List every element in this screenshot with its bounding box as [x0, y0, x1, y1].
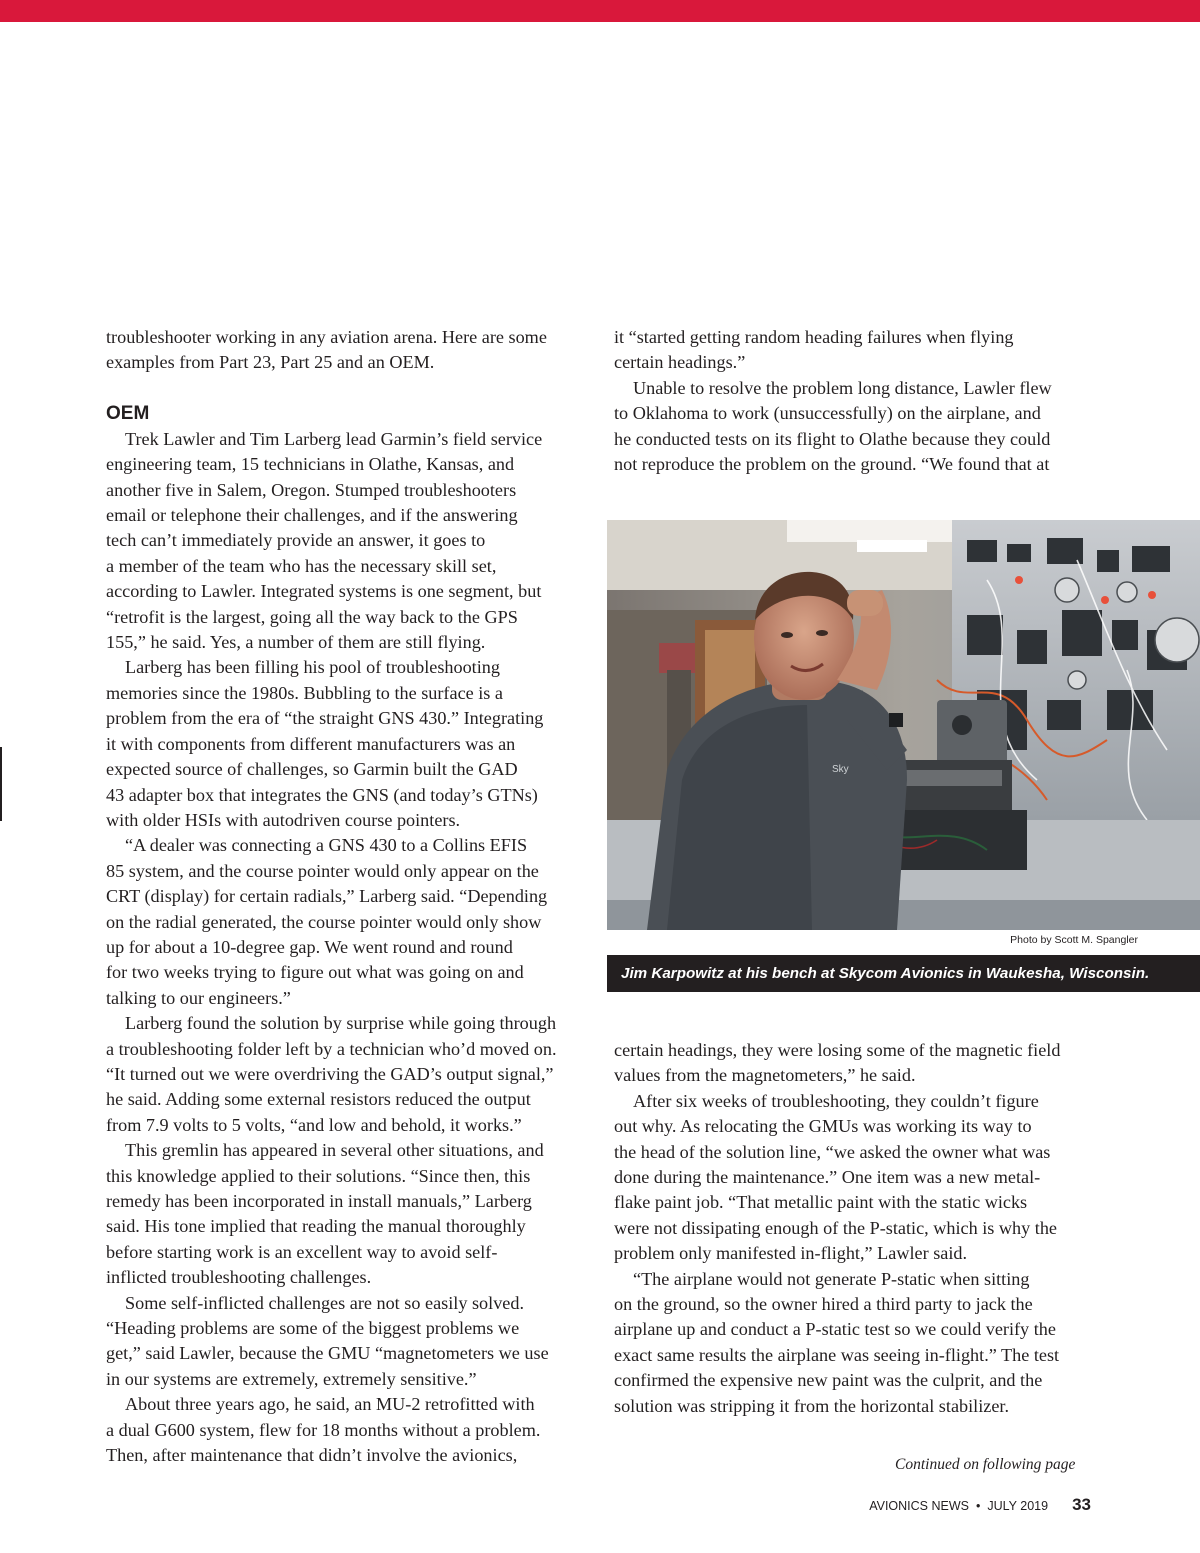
text-line: inflicted troubleshooting challenges.: [106, 1267, 372, 1288]
paragraph: [106, 655, 582, 833]
text-line: “The airplane would not generate P-static when sitting: [633, 1268, 1030, 1289]
text-line: Trek Lawler and Tim Larberg lead Garmin’s field service: [125, 428, 543, 449]
text-line: This gremlin has appeared in several other situations, and: [125, 1140, 544, 1161]
paragraph: [106, 427, 582, 656]
right-column-top: [614, 325, 1090, 477]
footer-separator: •: [975, 1499, 981, 1513]
paragraph: [106, 1011, 582, 1138]
text-line: done during the maintenance.” One item was a new metal-: [614, 1167, 1041, 1188]
text-line: for two weeks trying to figure out what was going on and: [106, 962, 524, 983]
text-line: he conducted tests on its flight to Olathe because they could: [614, 428, 1051, 449]
top-accent-bar: [0, 0, 1200, 22]
text-line: CRT (display) for certain radials,” Larberg said. “Depending: [106, 886, 548, 907]
shirt-logo: Sky: [832, 764, 849, 775]
text-line: a troubleshooting folder left by a technician who’d moved on.: [106, 1038, 557, 1059]
text-line: up for about a 10-degree gap. We went round and round: [106, 936, 513, 957]
text-line: memories since the 1980s. Bubbling to the surface is a: [106, 682, 504, 703]
text-line: “retrofit is the largest, going all the way back to the GPS: [106, 606, 518, 627]
text-line: on the radial generated, the course pointer would only show: [106, 911, 542, 932]
text-line: After six weeks of troubleshooting, they couldn’t figure: [633, 1090, 1039, 1111]
text-line: “A dealer was connecting a GNS 430 to a Collins EFIS: [125, 835, 528, 856]
article-photo: [607, 520, 1200, 930]
intro-paragraph: [106, 325, 582, 376]
paragraph: [106, 1392, 582, 1468]
text-line: examples from Part 23, Part 25 and an OEM.: [106, 352, 435, 373]
text-line: Then, after maintenance that didn’t involve the avionics,: [106, 1445, 518, 1466]
text-line: tech can’t immediately provide an answer, it goes to: [106, 530, 486, 551]
text-line: with older HSIs with autodriven course pointers.: [106, 809, 461, 830]
section-heading-oem: OEM: [106, 402, 150, 424]
text-line: flake paint job. “That metallic paint with the static wicks: [614, 1192, 1028, 1213]
text-line: it with components from different manufacturers was an: [106, 733, 516, 754]
text-line: “It turned out we were overdriving the GAD’s output signal,”: [106, 1063, 554, 1084]
photo-credit: Photo by Scott M. Spangler: [1010, 934, 1138, 946]
text-line: out why. As relocating the GMUs was working its way to: [614, 1116, 1032, 1137]
text-line: values from the magnetometers,” he said.: [614, 1065, 916, 1086]
text-line: a member of the team who has the necessary skill set,: [106, 555, 497, 576]
text-line: to Oklahoma to work (unsuccessfully) on the airplane, and: [614, 403, 1041, 424]
paragraph: [614, 1267, 1090, 1419]
left-column-body: [106, 427, 582, 1469]
text-line: About three years ago, he said, an MU-2 retrofitted with: [125, 1394, 535, 1415]
text-line: expected source of challenges, so Garmin built the GAD: [106, 759, 518, 780]
text-line: 43 adapter box that integrates the GNS (and today’s GTNs): [106, 784, 538, 805]
text-line: “Heading problems are some of the biggest problems we: [106, 1318, 520, 1339]
text-line: email or telephone their challenges, and if the answering: [106, 505, 518, 526]
text-line: from 7.9 volts to 5 volts, “and low and behold, it works.”: [106, 1114, 522, 1135]
text-line: troubleshooter working in any aviation arena. Here are some: [106, 327, 547, 347]
text-line: this knowledge applied to their solutions. “Since then, this: [106, 1165, 531, 1186]
text-line: certain headings.”: [614, 352, 746, 373]
text-line: exact same results the airplane was seeing in-flight.” The test: [614, 1344, 1060, 1365]
text-line: problem only manifested in-flight,” Lawler said.: [614, 1243, 968, 1264]
text-line: Larberg found the solution by surprise while going through: [125, 1013, 557, 1034]
page-footer: [869, 1495, 1091, 1515]
text-line: the head of the solution line, “we asked the owner what was: [614, 1141, 1051, 1162]
page-number: 33: [1072, 1495, 1091, 1514]
text-line: said. His tone implied that reading the manual thoroughly: [106, 1216, 526, 1237]
text-line: 85 system, and the course pointer would only appear on the: [106, 860, 539, 881]
paragraph: [614, 1089, 1090, 1267]
text-line: talking to our engineers.”: [106, 987, 291, 1008]
text-line: remedy has been incorporated in install manuals,” Larberg: [106, 1191, 532, 1211]
text-line: certain headings, they were losing some of the magnetic field: [614, 1040, 1061, 1060]
text-line: Some self-inflicted challenges are not so easily solved.: [125, 1292, 524, 1313]
text-line: get,” said Lawler, because the GMU “magnetometers we use: [106, 1343, 549, 1364]
text-line: engineering team, 15 technicians in Olathe, Kansas, and: [106, 454, 515, 475]
margin-rule: [0, 747, 2, 821]
text-line: solution was stripping it from the horizontal stabilizer.: [614, 1395, 1010, 1416]
publication-name: AVIONICS NEWS: [869, 1499, 969, 1513]
text-line: Unable to resolve the problem long distance, Lawler flew: [633, 377, 1052, 398]
paragraph: [106, 1138, 582, 1290]
text-line: another five in Salem, Oregon. Stumped troubleshooters: [106, 479, 517, 500]
text-line: 155,” he said. Yes, a number of them are still flying.: [106, 632, 486, 653]
photo-caption: Jim Karpowitz at his bench at Skycom Avionics in Waukesha, Wisconsin.: [607, 955, 1200, 992]
text-line: according to Lawler. Integrated systems is one segment, but: [106, 581, 542, 602]
paragraph: [106, 833, 582, 1011]
text-line: on the ground, so the owner hired a third party to jack the: [614, 1294, 1033, 1315]
text-line: Larberg has been filling his pool of troubleshooting: [125, 657, 500, 678]
paragraph: [614, 1038, 1090, 1089]
text-line: before starting work is an excellent way to avoid self-: [106, 1241, 498, 1262]
right-column-bottom: [614, 1038, 1090, 1419]
text-line: airplane up and conduct a P-static test so we could verify the: [614, 1319, 1056, 1340]
continued-note: Continued on following page: [895, 1456, 1076, 1473]
text-line: it “started getting random heading failures when flying: [614, 327, 1014, 347]
text-line: a dual G600 system, flew for 18 months without a problem.: [106, 1419, 541, 1440]
left-column: [106, 325, 582, 1468]
paragraph: [614, 325, 1090, 376]
text-line: were not dissipating enough of the P-static, which is why the: [614, 1217, 1057, 1238]
paragraph: [106, 1291, 582, 1393]
issue-date: JULY 2019: [987, 1499, 1049, 1513]
text-line: he said. Adding some external resistors reduced the output: [106, 1089, 531, 1110]
text-line: problem from the era of “the straight GNS 430.” Integrating: [106, 708, 544, 729]
text-line: not reproduce the problem on the ground. “We found that at: [614, 454, 1050, 475]
photo-illustration: [607, 520, 1200, 930]
text-line: confirmed the expensive new paint was the culprit, and the: [614, 1370, 1043, 1391]
paragraph: [614, 376, 1090, 478]
text-line: in our systems are extremely, extremely sensitive.”: [106, 1368, 477, 1389]
